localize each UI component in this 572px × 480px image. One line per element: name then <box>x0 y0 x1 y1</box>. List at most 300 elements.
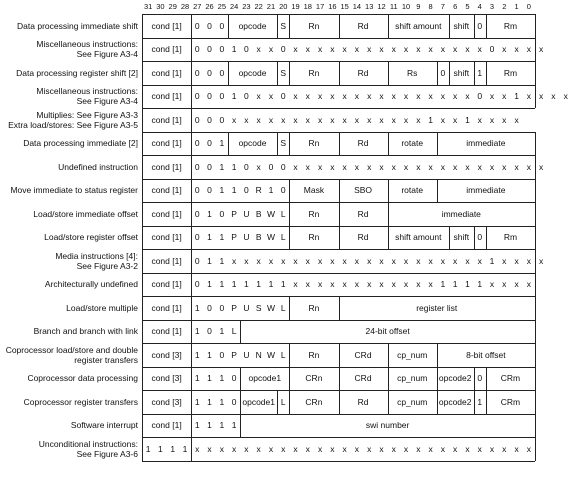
bit-field: x <box>539 161 544 172</box>
bit-field: x <box>293 114 298 125</box>
bit-field: x <box>477 161 482 172</box>
bit-field: 0 <box>219 44 225 55</box>
label-line: Data processing immediate shift <box>17 20 138 31</box>
bit-field: Rn <box>308 208 320 219</box>
bit-field: 0 <box>207 185 212 196</box>
bit-field: 0 <box>194 44 200 55</box>
bit-field: cond [1] <box>151 255 182 266</box>
field-divider <box>535 179 536 203</box>
bit-field: x <box>342 114 347 125</box>
bit-field: Rn <box>308 232 320 243</box>
bit-field: opcode <box>238 138 267 149</box>
label-line: Unconditional instructions: <box>38 438 138 449</box>
bit-field: 1 <box>207 349 212 360</box>
bit-field: register list <box>416 302 458 313</box>
bit-field: 0 <box>194 20 200 31</box>
bit-field: 1 <box>231 91 237 102</box>
field-divider <box>535 202 536 226</box>
bit-field: 0 <box>231 396 237 407</box>
bit-field: 1 <box>194 396 200 407</box>
bit-field: CRm <box>500 373 521 384</box>
bit-field: x <box>526 443 531 454</box>
bit-field: x <box>354 279 360 290</box>
bit-field: x <box>256 161 261 172</box>
bit-field: 1 <box>268 279 274 290</box>
bit-field: 0 <box>194 138 200 149</box>
instruction-class-label <box>0 320 138 344</box>
bit-field: 0 <box>280 185 286 196</box>
bit-field: Rn <box>308 67 320 78</box>
bit-field: Rn <box>308 302 320 313</box>
label-line: Move immediate to status register <box>10 185 138 196</box>
label-line: Coprocessor data processing <box>27 373 138 384</box>
bit-field: x <box>317 443 323 454</box>
bit-field: x <box>416 161 421 172</box>
bit-field: x <box>477 443 482 454</box>
bit-field: 0 <box>244 44 249 55</box>
bit-field: 1 <box>231 44 237 55</box>
bit-field: x <box>305 91 310 102</box>
label-line: See Figure A3-4 <box>76 96 138 107</box>
bit-field: 0 <box>194 255 200 266</box>
label-line: See Figure A3-6 <box>76 448 138 459</box>
bit-field: Rm <box>503 67 518 78</box>
bit-field: shift amount <box>395 20 442 31</box>
bit-field: x <box>330 279 335 290</box>
bit-field: 0 <box>244 185 249 196</box>
bit-field: 0 <box>194 114 200 125</box>
bit-field: x <box>281 443 286 454</box>
bit-field: 1 <box>145 443 151 454</box>
bit-field: Rs <box>406 67 418 78</box>
bit-field: N <box>255 349 262 360</box>
bit-field: x <box>440 443 446 454</box>
bit-field: x <box>502 279 507 290</box>
bit-field: Mask <box>303 185 325 196</box>
instruction-class-label <box>0 296 138 320</box>
bit-field: L <box>280 349 286 360</box>
bit-field: 1 <box>207 396 212 407</box>
label-line: See Figure A3-4 <box>76 49 138 60</box>
bit-field: x <box>465 91 470 102</box>
label-line: Load/store multiple <box>66 302 138 313</box>
bit-number: 4 <box>477 2 482 11</box>
bit-field: x <box>539 255 544 266</box>
bit-field: 0 <box>194 232 200 243</box>
bit-field: cond [3] <box>151 373 182 384</box>
instruction-class-label <box>0 108 138 132</box>
label-line: Load/store register offset <box>44 232 138 243</box>
bit-field: x <box>317 255 323 266</box>
bit-field: x <box>428 44 433 55</box>
bit-field: 0 <box>280 91 286 102</box>
instruction-class-label <box>0 179 138 203</box>
bit-field: x <box>514 44 519 55</box>
bit-field: x <box>403 161 409 172</box>
bit-number: 20 <box>279 2 288 11</box>
instruction-class-label <box>0 202 138 226</box>
bit-field: 0 <box>219 91 225 102</box>
bit-field: x <box>330 161 335 172</box>
bit-field: x <box>342 255 347 266</box>
bit-field: x <box>440 91 446 102</box>
bit-field: x <box>244 255 249 266</box>
bit-field: W <box>266 349 275 360</box>
bit-field: cond [1] <box>151 208 182 219</box>
bit-field: W <box>266 302 275 313</box>
bit-field: 1 <box>268 185 274 196</box>
bit-field: 0 <box>194 67 200 78</box>
bit-field: x <box>317 114 323 125</box>
bit-number: 3 <box>489 2 495 11</box>
instruction-class-label <box>0 390 138 414</box>
bit-field: x <box>367 44 372 55</box>
bit-field: 0 <box>219 349 225 360</box>
bit-field: 1 <box>477 279 483 290</box>
instruction-class-label <box>0 85 138 109</box>
field-divider <box>535 61 536 85</box>
field-divider <box>535 320 536 344</box>
bit-field: 1 <box>207 279 212 290</box>
bit-field: x <box>342 443 347 454</box>
bit-field: x <box>293 91 298 102</box>
bit-field: CRm <box>500 396 521 407</box>
bit-field: x <box>305 443 310 454</box>
bit-field: U <box>243 302 250 313</box>
bit-field: 0 <box>194 91 200 102</box>
bit-field: cond [1] <box>151 161 182 172</box>
bit-field: x <box>317 91 323 102</box>
bit-field: 1 <box>219 279 225 290</box>
bit-field: cp_num <box>397 373 428 384</box>
bit-field: 1 <box>219 161 225 172</box>
bit-number: 5 <box>465 2 470 11</box>
bit-number: 21 <box>266 2 276 11</box>
bit-field: cond [1] <box>151 232 182 243</box>
bit-field: x <box>379 114 384 125</box>
bit-field: x <box>502 443 507 454</box>
bit-field: R <box>255 185 262 196</box>
bit-number: 25 <box>217 2 226 11</box>
bit-number: 29 <box>168 2 177 11</box>
bit-field: 1 <box>219 255 225 266</box>
bit-field: x <box>391 44 396 55</box>
bit-field: x <box>379 91 384 102</box>
bit-field: x <box>305 114 310 125</box>
bit-field: 0 <box>477 373 483 384</box>
bit-number: 26 <box>205 2 214 11</box>
bit-field: 1 <box>170 443 176 454</box>
bit-field: x <box>514 161 519 172</box>
bit-field: 1 <box>428 114 433 125</box>
label-line: Multiplies: See Figure A3-3 <box>36 109 138 120</box>
bit-field: x <box>489 279 495 290</box>
bit-field: x <box>428 161 433 172</box>
bit-field: x <box>502 255 507 266</box>
bit-field: cond [3] <box>151 349 182 360</box>
bit-field: x <box>268 44 274 55</box>
bit-number: 24 <box>229 2 239 11</box>
bit-field: x <box>330 255 335 266</box>
bit-field: x <box>281 114 286 125</box>
bit-field: L <box>280 208 286 219</box>
bit-field: opcode2 <box>438 396 472 407</box>
bit-field: x <box>453 44 458 55</box>
bit-field: x <box>256 44 261 55</box>
bit-field: S <box>255 302 262 313</box>
bit-field: cond [1] <box>151 302 182 313</box>
bit-field: cond [1] <box>151 91 182 102</box>
bit-field: cond [1] <box>151 20 182 31</box>
bit-number: 10 <box>401 2 411 11</box>
bit-number: 18 <box>303 2 312 11</box>
bit-field: U <box>243 232 250 243</box>
bit-field: 1 <box>514 91 519 102</box>
bit-field: CRd <box>354 373 372 384</box>
bit-field: x <box>342 161 347 172</box>
bit-field: shift <box>453 232 470 243</box>
bit-field: x <box>367 279 372 290</box>
label-line: Architecturally undefined <box>44 279 138 290</box>
bit-field: x <box>379 279 384 290</box>
bit-field: 0 <box>219 302 225 313</box>
bit-field: x <box>391 255 396 266</box>
bit-field: 1 <box>194 349 200 360</box>
label-line: Branch and branch with link <box>33 326 138 337</box>
bit-field: x <box>293 443 298 454</box>
bit-field: x <box>502 114 507 125</box>
bit-field: CRn <box>305 396 323 407</box>
bit-field: S <box>280 138 287 149</box>
field-divider <box>535 132 536 156</box>
bit-field: x <box>231 114 237 125</box>
bit-field: x <box>526 279 531 290</box>
bit-field: x <box>514 443 519 454</box>
bit-field: x <box>416 91 421 102</box>
bit-field: 1 <box>182 443 188 454</box>
bit-field: 1 <box>465 114 470 125</box>
bit-field: x <box>526 91 531 102</box>
bit-field: x <box>526 44 531 55</box>
bit-field: x <box>293 279 298 290</box>
instruction-class-label <box>0 249 138 273</box>
field-divider <box>535 14 536 38</box>
bit-field: 1 <box>194 420 200 431</box>
bit-field: 0 <box>477 91 483 102</box>
bit-field: 0 <box>280 44 286 55</box>
bit-field: 1 <box>477 67 483 78</box>
bit-field: x <box>207 443 212 454</box>
instruction-class-label <box>0 61 138 85</box>
bit-field: x <box>465 161 470 172</box>
bit-field: cond [1] <box>151 138 182 149</box>
bit-field: x <box>526 255 531 266</box>
bit-field: x <box>403 91 409 102</box>
bit-field: x <box>391 114 396 125</box>
label-line: Load/store immediate offset <box>33 208 138 219</box>
bit-number: 7 <box>440 2 445 11</box>
bit-field: 1 <box>219 396 225 407</box>
instruction-class-label <box>0 273 138 297</box>
bit-number: 23 <box>242 2 251 11</box>
bit-field: S <box>280 67 287 78</box>
bit-field: P <box>231 208 237 219</box>
bit-field: shift <box>453 20 470 31</box>
bit-field: x <box>379 443 384 454</box>
instruction-class-label <box>0 226 138 250</box>
bit-field: x <box>539 44 544 55</box>
bit-field: CRn <box>305 373 323 384</box>
bit-field: x <box>440 114 446 125</box>
bit-field: x <box>281 255 286 266</box>
bit-field: 0 <box>194 185 200 196</box>
bit-field: 1 <box>158 443 163 454</box>
instruction-class-label <box>0 343 138 367</box>
bit-field: x <box>403 443 409 454</box>
bit-field: SBO <box>354 185 373 196</box>
bit-field: 1 <box>452 279 458 290</box>
bit-field: x <box>256 443 261 454</box>
bit-field: 0 <box>207 326 212 337</box>
bit-field: Rd <box>357 208 369 219</box>
bit-field: x <box>268 91 274 102</box>
bit-number: 8 <box>428 2 433 11</box>
bit-field: x <box>305 255 310 266</box>
bit-number: 31 <box>143 2 153 11</box>
bit-field: Rd <box>357 232 369 243</box>
bit-field: cond [1] <box>151 185 182 196</box>
bit-field: Rn <box>308 138 320 149</box>
bit-field: x <box>268 443 274 454</box>
bit-field: x <box>502 161 507 172</box>
field-divider <box>535 390 536 414</box>
bit-number: 19 <box>291 2 300 11</box>
bit-field: cond [1] <box>151 326 182 337</box>
bit-number: 16 <box>328 2 337 11</box>
bit-field: 0 <box>194 161 200 172</box>
bit-field: immediate <box>441 208 481 219</box>
bit-field: x <box>367 114 372 125</box>
bit-field: 1 <box>207 232 212 243</box>
bit-field: 0 <box>207 138 212 149</box>
bit-field: x <box>330 443 335 454</box>
bit-field: x <box>268 255 274 266</box>
bit-field: x <box>379 255 384 266</box>
field-divider <box>535 367 536 391</box>
bit-field: shift amount <box>395 232 442 243</box>
bit-field: L <box>231 326 237 337</box>
bit-field: 0 <box>194 208 200 219</box>
bit-field: 0 <box>477 232 483 243</box>
bit-field: 0 <box>489 44 495 55</box>
bit-field: rotate <box>401 185 424 196</box>
bit-field: x <box>428 443 433 454</box>
bit-field: x <box>453 161 458 172</box>
bit-field: 0 <box>207 91 212 102</box>
bit-field: 0 <box>207 161 212 172</box>
bit-field: opcode1 <box>248 373 282 384</box>
bit-field: x <box>465 443 470 454</box>
bit-field: rotate <box>401 138 424 149</box>
bit-field: 0 <box>207 302 212 313</box>
bit-number: 14 <box>352 2 362 11</box>
bit-field: x <box>428 279 433 290</box>
bit-field: L <box>280 232 286 243</box>
label-line: Extra load/stores: See Figure A3-5 <box>8 119 138 130</box>
bit-field: x <box>403 114 409 125</box>
bit-field: opcode <box>238 20 267 31</box>
bit-field: x <box>416 44 421 55</box>
bit-field: Rd <box>357 396 369 407</box>
bit-field: x <box>367 161 372 172</box>
label-line: register transfers <box>74 354 138 365</box>
bit-field: x <box>440 44 446 55</box>
bit-number: 22 <box>254 2 263 11</box>
bit-field: x <box>256 114 261 125</box>
bit-field: cond [3] <box>151 396 182 407</box>
bit-field: 0 <box>268 161 274 172</box>
bit-field: x <box>317 279 323 290</box>
label-line: Undefined instruction <box>58 161 138 172</box>
bit-field: 0 <box>207 44 212 55</box>
bit-field: x <box>244 114 249 125</box>
bit-field: Rn <box>308 20 320 31</box>
bit-field: P <box>231 349 237 360</box>
bit-field: S <box>280 20 287 31</box>
field-divider <box>535 414 536 438</box>
bit-field: 0 <box>244 161 249 172</box>
bit-field: cond [1] <box>151 420 182 431</box>
bit-field: swi number <box>365 420 410 431</box>
bit-field: x <box>453 443 458 454</box>
bit-field: x <box>477 44 482 55</box>
bit-field: x <box>440 161 446 172</box>
bit-field: x <box>514 255 519 266</box>
bit-field: x <box>539 91 544 102</box>
bit-number: 13 <box>365 2 374 11</box>
bit-field: x <box>244 443 249 454</box>
row-divider <box>142 461 535 462</box>
bit-field: x <box>526 161 531 172</box>
bit-field: x <box>465 255 470 266</box>
bit-field: x <box>293 255 298 266</box>
bit-field: x <box>440 255 446 266</box>
bit-field: x <box>231 443 237 454</box>
bit-field: 1 <box>231 420 237 431</box>
bit-field: x <box>367 443 372 454</box>
bit-field: 1 <box>219 326 225 337</box>
instruction-class-label <box>0 38 138 62</box>
bit-field: P <box>231 302 237 313</box>
bit-field: x <box>416 279 421 290</box>
bit-field: x <box>403 44 409 55</box>
bit-field: 0 <box>207 67 212 78</box>
bit-field: x <box>354 443 360 454</box>
bit-field: 1 <box>489 255 495 266</box>
bit-field: Rd <box>357 138 369 149</box>
bit-field: Rm <box>503 232 518 243</box>
bit-field: 1 <box>207 208 212 219</box>
bit-field: Rd <box>357 67 369 78</box>
bit-field: W <box>266 232 275 243</box>
label-line: Data processing immediate [2] <box>23 138 138 149</box>
field-divider <box>535 273 536 297</box>
instruction-class-label <box>0 367 138 391</box>
bit-field: x <box>563 91 568 102</box>
bit-field: cond [1] <box>151 279 182 290</box>
bit-field: x <box>342 279 347 290</box>
bit-field: CRd <box>354 349 372 360</box>
